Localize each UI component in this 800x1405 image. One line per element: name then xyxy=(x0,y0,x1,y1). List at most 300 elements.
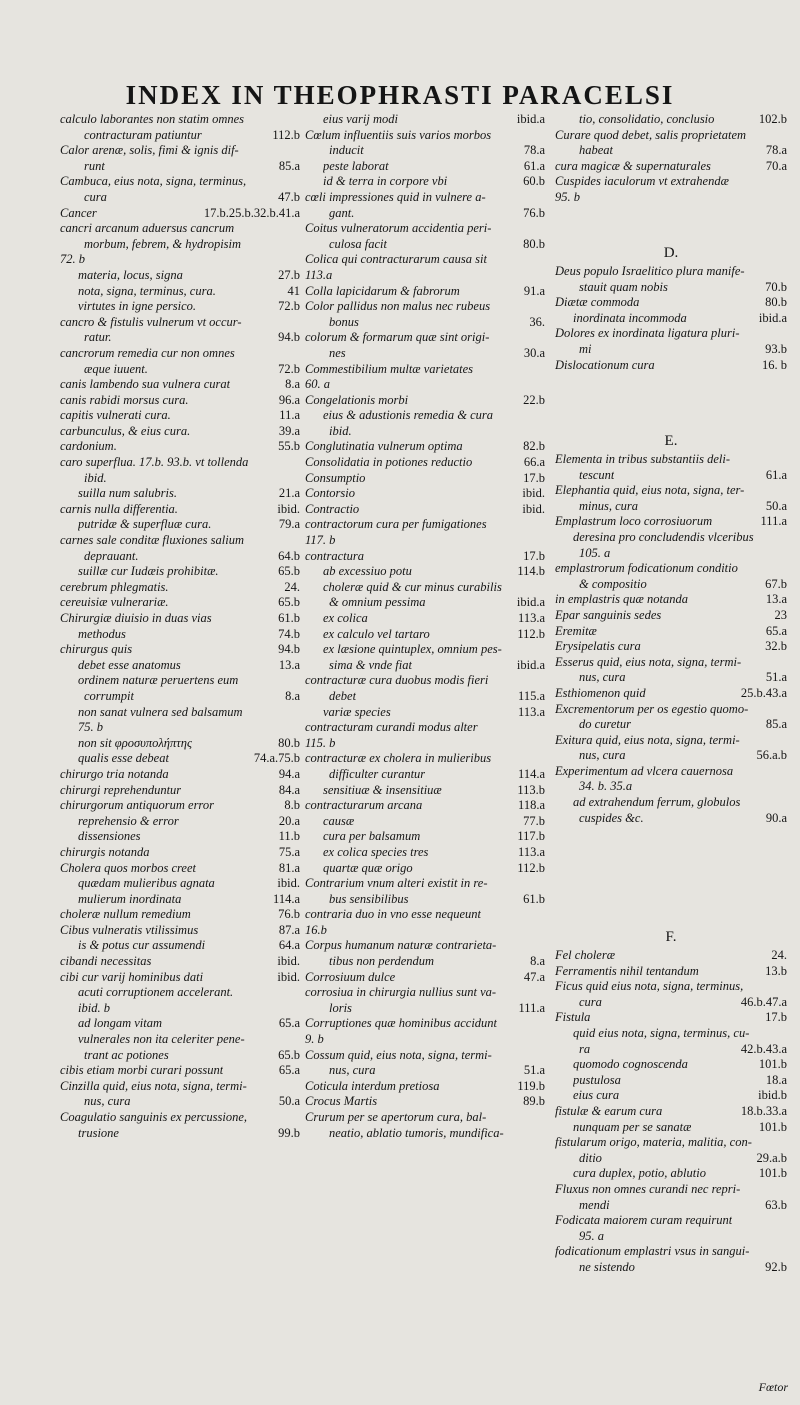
index-term: cerebrum phlegmatis. xyxy=(60,579,169,594)
index-entry xyxy=(555,358,787,374)
page-reference: 76.b xyxy=(278,907,300,922)
index-entry xyxy=(555,779,787,795)
index-term: 95. a xyxy=(579,1228,604,1243)
index-entry xyxy=(305,362,545,378)
index-entry xyxy=(305,206,545,222)
index-term: ex læsione quintuplex, omnium pes- xyxy=(323,642,502,657)
index-term: acuti corruptionem accelerant. xyxy=(78,985,234,1000)
index-entry xyxy=(555,577,787,593)
index-term: 113.a xyxy=(305,267,333,282)
index-entry xyxy=(305,658,545,674)
index-entry xyxy=(60,315,300,331)
page-reference: 13.b xyxy=(765,963,787,978)
index-term: contracturæ cura duobus modis fieri xyxy=(305,673,489,688)
index-entry xyxy=(555,1260,787,1276)
index-term: canis lambendo sua vulnera curat xyxy=(60,377,231,392)
index-entry xyxy=(305,938,545,954)
page-reference: 117.b xyxy=(517,829,545,844)
index-entry xyxy=(60,923,300,939)
page-reference: 112.b xyxy=(272,127,300,142)
index-term: carbunculus, & eius cura. xyxy=(60,423,191,438)
index-entry xyxy=(555,1166,787,1182)
page-reference: 63.b xyxy=(765,1197,787,1212)
index-term: suillæ cur Iudæis prohibitæ. xyxy=(78,564,219,579)
index-entry xyxy=(305,1016,545,1032)
page-reference: ibid.b xyxy=(758,1088,787,1103)
page-reference: 114.b xyxy=(517,564,545,579)
index-term: runt xyxy=(84,158,105,173)
index-term: Corrosiuum dulce xyxy=(305,969,396,984)
index-entry xyxy=(305,377,545,393)
page-reference: 114.a xyxy=(273,891,300,906)
page-reference: 64.b xyxy=(278,548,300,563)
index-term: cibis etiam morbi curari possunt xyxy=(60,1063,224,1078)
index-entry xyxy=(60,237,300,253)
index-entry xyxy=(305,595,545,611)
page-reference: 93.b xyxy=(765,341,787,356)
index-entry xyxy=(555,1135,787,1151)
page-reference: 65.a xyxy=(765,623,787,638)
index-term: carnes sale conditæ fluxiones salium xyxy=(60,533,245,548)
index-term: causæ xyxy=(323,813,355,828)
index-term: Erysipelatis cura xyxy=(555,639,641,654)
page-reference: 111.a xyxy=(760,514,787,529)
index-term: cura xyxy=(84,189,107,204)
page-reference: 118.a xyxy=(518,798,545,813)
index-term: mendi xyxy=(579,1197,610,1212)
index-term: tio, consolidatio, conclusio xyxy=(579,112,715,126)
index-entry xyxy=(555,128,787,144)
index-term: 60. a xyxy=(305,377,330,392)
index-section-f xyxy=(555,926,787,1275)
index-term: ad longam vitam xyxy=(78,1016,163,1031)
index-term: difficulter curantur xyxy=(329,766,426,781)
index-term: nus, cura xyxy=(84,1094,131,1109)
index-term: canis rabidi morsus cura. xyxy=(60,392,189,407)
page-reference: 79.a xyxy=(278,517,300,532)
index-term: calculo laborantes non statim omnes xyxy=(60,112,245,126)
page-reference: 61.b xyxy=(523,891,545,906)
index-entry xyxy=(60,798,300,814)
page-reference: 32.b xyxy=(765,639,787,654)
index-entry xyxy=(555,1151,787,1167)
index-entry xyxy=(60,611,300,627)
index-term: sensitiuæ & insensitiuæ xyxy=(323,782,442,797)
page-reference: 61.a xyxy=(523,158,545,173)
index-entry xyxy=(305,299,545,315)
index-entry xyxy=(305,174,545,190)
index-term: Cancer xyxy=(60,205,97,220)
index-entry xyxy=(305,736,545,752)
index-term: cuspides &c. xyxy=(579,810,644,825)
index-term: chirurgorum antiquorum error xyxy=(60,798,214,813)
index-entry xyxy=(555,639,787,655)
section-letter-e: E. xyxy=(664,433,678,449)
index-term: eius varij modi xyxy=(323,112,398,126)
index-entry xyxy=(305,767,545,783)
index-term: 72. b xyxy=(60,252,85,267)
index-entry xyxy=(305,564,545,580)
index-term: quid eius nota, signa, terminus, cu- xyxy=(573,1025,750,1040)
index-entry xyxy=(60,330,300,346)
index-entry xyxy=(305,907,545,923)
page-reference: 112.b xyxy=(517,626,545,641)
index-term: quædam mulieribus agnata xyxy=(78,876,215,891)
index-term: Contorsio xyxy=(305,486,356,501)
index-term: fodicationum emplastri vsus in sangui- xyxy=(555,1244,750,1259)
index-entry xyxy=(305,580,545,596)
index-entry xyxy=(60,970,300,986)
index-term: Experimentum ad vlcera cauernosa xyxy=(555,763,734,778)
index-term: fistularum origo, materia, malitia, con- xyxy=(555,1135,752,1150)
index-entry xyxy=(555,468,787,484)
page-reference: 101.b xyxy=(758,1119,787,1134)
index-term: cura magicæ & supernaturales xyxy=(555,158,711,173)
page-reference: 80.b xyxy=(278,735,300,750)
index-term: cardonium. xyxy=(60,439,117,454)
index-term: nota, signa, terminus, cura. xyxy=(78,283,216,298)
index-term: deresina pro concludendis vlceribus xyxy=(573,529,754,544)
index-term: Elementa in tribus substantiis deli- xyxy=(555,452,730,466)
index-term: ditio xyxy=(579,1150,602,1165)
index-term: Fistula xyxy=(555,1010,591,1025)
index-entry xyxy=(555,811,787,827)
page-reference: 61.a xyxy=(765,467,787,482)
index-section-d-entries xyxy=(555,264,787,373)
index-term: emplastrorum fodicationum conditio xyxy=(555,561,738,576)
index-section-e xyxy=(555,430,787,826)
index-term: cereuisiæ vulnerariæ. xyxy=(60,595,169,610)
index-entry xyxy=(60,1079,300,1095)
index-entry xyxy=(60,486,300,502)
page-reference: 61.b xyxy=(278,611,300,625)
page-reference: 27.b xyxy=(278,267,300,282)
index-entry xyxy=(305,798,545,814)
index-entry xyxy=(555,530,787,546)
index-entry xyxy=(555,948,787,964)
index-term: cibandi necessitas xyxy=(60,954,152,969)
index-term: nes xyxy=(329,345,346,360)
index-entry xyxy=(305,1126,545,1142)
index-entry xyxy=(60,533,300,549)
page-reference: 30.a xyxy=(523,345,545,360)
index-term: Coagulatio sanguinis ex percussione, xyxy=(60,1110,248,1124)
section-letter-d: D. xyxy=(663,245,679,261)
page-reference: 72.b xyxy=(278,361,300,376)
index-entry xyxy=(305,502,545,518)
page-reference: 65.b xyxy=(278,564,300,579)
page-reference: 56.a.b xyxy=(756,748,787,763)
index-term: ratur. xyxy=(84,330,112,345)
index-entry xyxy=(305,751,545,767)
index-term: ex colica xyxy=(323,611,368,625)
index-term: Crocus Martis xyxy=(305,1094,378,1109)
index-term: non sanat vulnera sed balsamum xyxy=(78,704,243,719)
page-reference: 25.b.43.a xyxy=(740,685,787,700)
index-term: colorum & formarum quæ sint origi- xyxy=(305,330,490,345)
index-term: 75. b xyxy=(78,720,103,735)
page-reference: 16. b xyxy=(762,357,787,372)
index-term: 34. b. 35.a xyxy=(579,779,633,794)
index-entry xyxy=(305,1079,545,1095)
page-reference: 67.b xyxy=(765,576,787,591)
index-entry xyxy=(555,1104,787,1120)
index-term: cura xyxy=(579,994,602,1009)
page-reference: 17.b.25.b.32.b.41.a xyxy=(203,205,300,220)
page-reference: 41 xyxy=(287,283,300,298)
index-term: Colla lapicidarum & fabrorum xyxy=(305,283,460,298)
index-entry xyxy=(60,268,300,284)
index-entry xyxy=(555,702,787,718)
index-term: eius & adustionis remedia & cura xyxy=(323,408,494,423)
index-entry xyxy=(305,689,545,705)
index-entry xyxy=(305,923,545,939)
index-entry xyxy=(555,1088,787,1104)
index-term: Contrarium vnum alteri existit in re- xyxy=(305,876,488,891)
index-term: qualis esse debeat xyxy=(78,751,169,766)
page-reference: 24. xyxy=(284,579,300,594)
index-entry xyxy=(60,143,300,159)
index-term: & compositio xyxy=(579,576,647,591)
index-term: contracturam curandi modus alter xyxy=(305,720,478,735)
page-reference: 75.a xyxy=(278,844,300,859)
index-entry xyxy=(60,439,300,455)
page-reference: 74.a.75.b xyxy=(253,751,300,766)
index-term: trant ac potiones xyxy=(84,1047,169,1062)
index-term: tescunt xyxy=(579,467,615,482)
index-column-2 xyxy=(305,112,545,1141)
index-term: 105. a xyxy=(579,545,611,560)
index-term: in emplastris quæ notanda xyxy=(555,592,688,607)
index-term: Curare quod debet, salis proprietatem xyxy=(555,127,747,142)
index-section-e-entries xyxy=(555,452,787,826)
index-term: ra xyxy=(579,1041,591,1056)
page-reference: ibid.a xyxy=(758,310,787,325)
page-reference: 42.b.43.a xyxy=(740,1041,787,1056)
index-term: carnis nulla differentia. xyxy=(60,501,178,516)
index-entry xyxy=(305,673,545,689)
index-entry xyxy=(555,686,787,702)
index-term: contracturæ ex cholera in mulieribus xyxy=(305,751,492,766)
page-reference: 72.b xyxy=(278,299,300,314)
index-term: & omnium pessima xyxy=(329,595,426,610)
index-entry xyxy=(555,608,787,624)
index-term: is & potus cur assumendi xyxy=(78,938,206,953)
index-term: nus, cura xyxy=(579,748,626,763)
page-reference: 78.a xyxy=(765,143,787,158)
index-term: vulnerales non ita celeriter pene- xyxy=(78,1032,245,1047)
index-term: bonus xyxy=(329,314,359,329)
index-entry xyxy=(60,112,300,128)
page-reference: 64.a xyxy=(278,938,300,953)
index-entry xyxy=(305,346,545,362)
index-entry xyxy=(305,720,545,736)
page-reference: 8.a xyxy=(285,377,300,392)
index-term: choleræ nullum remedium xyxy=(60,907,191,922)
index-entry xyxy=(555,1042,787,1058)
index-entry xyxy=(305,252,545,268)
page-reference: 29.a.b xyxy=(756,1150,787,1165)
index-entry xyxy=(305,315,545,331)
page-reference: 70.b xyxy=(765,279,787,294)
page-reference: 24. xyxy=(771,948,787,962)
index-term: æque iuuent. xyxy=(84,361,148,376)
index-entry xyxy=(555,514,787,530)
index-section-c-continued xyxy=(555,112,787,206)
index-term: neatio, ablatio tumoris, mundifica- xyxy=(329,1125,504,1140)
index-entry xyxy=(555,995,787,1011)
index-entry xyxy=(60,362,300,378)
index-entry xyxy=(555,483,787,499)
index-term: cura per balsamum xyxy=(323,829,421,844)
page-reference: 11.a xyxy=(279,408,300,423)
index-term: Cambuca, eius nota, signa, terminus, xyxy=(60,174,247,189)
index-term: Consolidatia in potiones reductio xyxy=(305,455,473,470)
index-entry xyxy=(60,408,300,424)
page-reference: ibid.a xyxy=(516,657,545,672)
index-entry xyxy=(305,533,545,549)
page-reference: 81.a xyxy=(278,860,300,875)
index-entry xyxy=(60,502,300,518)
page-reference: 60.b xyxy=(523,174,545,189)
index-term: culosa facit xyxy=(329,236,387,251)
index-entry xyxy=(555,964,787,980)
index-term: Corpus humanum naturæ contrarieta- xyxy=(305,938,497,953)
index-entry xyxy=(60,1063,300,1079)
index-entry xyxy=(60,1001,300,1017)
index-term: Exitura quid, eius nota, signa, termi- xyxy=(555,732,740,747)
index-term: Cossum quid, eius nota, signa, termi- xyxy=(305,1047,492,1062)
page-reference: 47.b xyxy=(278,189,300,204)
index-term: methodus xyxy=(78,626,126,641)
index-entry xyxy=(555,1182,787,1198)
index-entry xyxy=(555,1010,787,1026)
index-entry xyxy=(305,611,545,627)
index-term: Esthiomenon quid xyxy=(555,685,646,700)
index-entry xyxy=(305,190,545,206)
index-entry xyxy=(305,1032,545,1048)
index-term: choleræ quid & cur minus curabilis xyxy=(323,579,502,594)
index-term: materia, locus, signa xyxy=(78,267,183,282)
page-reference: 50.a xyxy=(765,498,787,513)
index-entry xyxy=(60,954,300,970)
index-entry xyxy=(555,190,787,206)
index-term: 16.b xyxy=(305,922,327,937)
page-reference: 82.b xyxy=(523,439,545,454)
page-reference: 50.a xyxy=(278,1094,300,1109)
page-reference: 94.b xyxy=(278,642,300,657)
page-reference: 89.b xyxy=(523,1094,545,1109)
index-entry xyxy=(60,751,300,767)
page-reference: 96.a xyxy=(278,392,300,407)
index-entry xyxy=(305,471,545,487)
index-entry xyxy=(305,221,545,237)
page-reference: 22.b xyxy=(523,392,545,407)
page-reference: 46.b.47.a xyxy=(740,994,787,1009)
index-entry xyxy=(555,311,787,327)
index-entry xyxy=(555,112,787,128)
index-term: mi xyxy=(579,341,592,356)
index-term: cancro & fistulis vulnerum vt occur- xyxy=(60,314,242,329)
index-entry xyxy=(305,424,545,440)
index-entry xyxy=(60,985,300,1001)
index-term: 115. b xyxy=(305,735,336,750)
index-term: caro superflua. 17.b. 93.b. vt tollenda xyxy=(60,455,249,470)
index-entry xyxy=(60,1048,300,1064)
index-term: Epar sanguinis sedes xyxy=(555,607,662,622)
page-reference: 85.a xyxy=(278,158,300,173)
page-reference: 65.b xyxy=(278,1047,300,1062)
index-entry xyxy=(555,1057,787,1073)
index-entry xyxy=(555,159,787,175)
index-entry xyxy=(60,642,300,658)
page-reference: 17.b xyxy=(523,548,545,563)
index-entry xyxy=(555,1073,787,1089)
index-term: morbum, febrem, & hydropisim xyxy=(84,236,242,251)
running-header: INDEX IN THEOPHRASTI PARACELSI xyxy=(125,80,675,110)
index-entry xyxy=(60,128,300,144)
index-term: Ferramentis nihil tentandum xyxy=(555,963,699,978)
index-term: pustulosa xyxy=(573,1072,621,1087)
index-entry xyxy=(60,564,300,580)
index-term: ibid. xyxy=(329,423,352,438)
index-term: Corruptiones quæ hominibus accidunt xyxy=(305,1016,498,1031)
index-term: cancrorum remedia cur non omnes xyxy=(60,345,235,360)
index-term: non sit φροσυπολήπτης xyxy=(78,735,193,750)
index-term: contracturarum arcana xyxy=(305,798,423,813)
page-reference: 92.b xyxy=(765,1259,787,1274)
page-reference: 113.a xyxy=(518,844,545,859)
index-entry xyxy=(60,861,300,877)
index-entry xyxy=(555,592,787,608)
page-reference: 77.b xyxy=(523,813,545,828)
index-term: Fodicata maiorem curam requirunt xyxy=(555,1213,733,1228)
page-reference: 47.a xyxy=(523,969,545,984)
page-reference: 39.a xyxy=(278,423,300,438)
index-entry xyxy=(60,705,300,721)
index-entry xyxy=(60,767,300,783)
page-reference: 8.a xyxy=(285,688,300,703)
index-term: Crurum per se apertorum cura, bal- xyxy=(305,1110,487,1124)
page-reference: 8.a xyxy=(530,954,545,969)
index-term: habeat xyxy=(579,143,614,158)
index-term: chirurgus quis xyxy=(60,642,133,657)
index-term: Elephantia quid, eius nota, signa, ter- xyxy=(555,483,745,498)
index-entry xyxy=(555,1229,787,1245)
index-entry xyxy=(60,346,300,362)
index-term: suilla num salubris. xyxy=(78,486,177,501)
index-term: Cibus vulneratis vtilissimus xyxy=(60,922,199,937)
index-term: virtutes in igne persico. xyxy=(78,299,197,314)
index-entry xyxy=(555,326,787,342)
index-term: ad extrahendum ferrum, globulos xyxy=(573,795,741,810)
index-term: eius cura xyxy=(573,1088,620,1103)
index-entry xyxy=(305,627,545,643)
index-term: Congelationis morbi xyxy=(305,392,409,407)
index-term: ibid. xyxy=(84,470,107,485)
page-reference: ibid. xyxy=(277,501,300,516)
index-term: Color pallidus non malus nec rubeus xyxy=(305,299,491,314)
page-reference: ibid. xyxy=(277,969,300,984)
index-entry xyxy=(555,264,787,280)
index-entry xyxy=(555,1120,787,1136)
page-reference: 55.b xyxy=(278,439,300,454)
index-term: fistulæ & earum cura xyxy=(555,1103,663,1118)
page-reference: 84.a xyxy=(278,782,300,797)
page-reference: 36. xyxy=(529,314,545,329)
index-term: Calor arenæ, solis, fimi & ignis dif- xyxy=(60,143,239,158)
index-entry xyxy=(305,128,545,144)
